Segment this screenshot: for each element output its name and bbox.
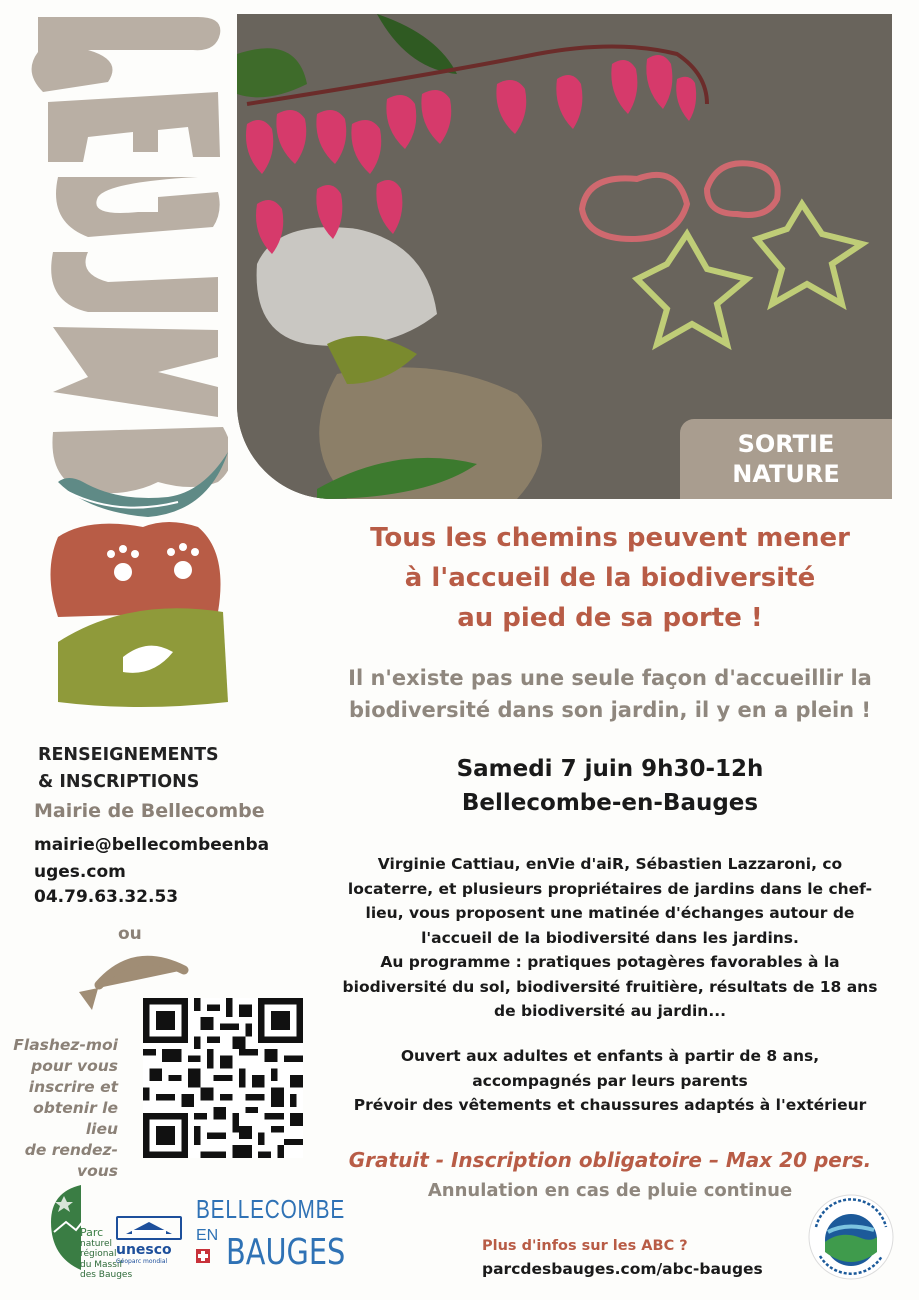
subheadline (330, 662, 890, 726)
website-link[interactable]: parcdesbauges.com/abc-bauges (482, 1260, 763, 1278)
description-line-5: Au programme : pratiques potagères favorables à la (380, 953, 840, 971)
info-heading (38, 742, 258, 796)
nature-photo (237, 14, 892, 499)
abc-bauges-logo (28, 12, 228, 712)
bellecombe-line-1: BELLECOMBE (196, 1194, 346, 1224)
audience-line-3: Prévoir des vêtements et chaussures adaptés à l'extérieur (353, 1096, 867, 1114)
cancellation-note: Annulation en cas de pluie continue (427, 1180, 793, 1201)
unesco-emblem (116, 1216, 182, 1240)
ofb-logo (806, 1192, 896, 1282)
description-line-1: Virginie Cattiau, enVie d'aiR, Sébastien Lazzaroni, co (377, 855, 843, 873)
description (322, 852, 898, 1024)
description-line-6: biodiversité du sol, biodiversité fruitière, résultats de 18 ans (342, 977, 878, 996)
flash-line-5: de rendez-vous (24, 1141, 118, 1180)
or-label: ou (118, 924, 142, 944)
description-line-7: de biodiversité au jardin... (493, 1002, 726, 1020)
contact-phone[interactable]: 04.79.63.32.53 (34, 887, 179, 907)
description-line-3: lieu, vous proposent une matinée d'échanges autour de (365, 904, 855, 922)
contact-email-part-2: uges.com (34, 862, 126, 882)
headline-line-3: au pied de sa porte ! (457, 603, 763, 633)
description-line-2: locaterre, et plusieurs propriétaires de jardins dans le chef- (347, 879, 873, 898)
headline (330, 518, 890, 638)
sortie-nature-badge (680, 419, 892, 499)
contact-email-part-1: mairie@bellecombeenba (34, 835, 270, 855)
qr-code[interactable] (143, 998, 303, 1158)
flash-line-4: obtenir le lieu (33, 1099, 118, 1138)
pnr-line-4: du Massif (80, 1259, 123, 1270)
headline-line-2: à l'accueil de la biodiversité (404, 563, 816, 593)
event-place: Bellecombe-en-Bauges (461, 790, 759, 816)
badge-line-2: NATURE (732, 460, 840, 488)
unesco-subtitle: Géoparc mondial (116, 1258, 168, 1265)
badge-line-1: SORTIE (737, 430, 835, 458)
pnr-line-2: naturel (80, 1238, 112, 1249)
unesco-logo (116, 1216, 186, 1265)
audience-info (322, 1044, 898, 1118)
flash-line-1: Flashez-moi (13, 1036, 118, 1054)
mairie-name: Mairie de Bellecombe (34, 800, 265, 822)
more-info-label: Plus d'infos sur les ABC ? (482, 1238, 688, 1254)
event-date: Samedi 7 juin 9h30-12h (456, 756, 764, 782)
free-registration-note: Gratuit - Inscription obligatoire – Max 20 pers. (348, 1148, 872, 1172)
pnr-line-3: régional (80, 1249, 117, 1259)
audience-line-1: Ouvert aux adultes et enfants à partir de 8 ans, (400, 1047, 820, 1065)
headline-line-1: Tous les chemins peuvent mener (370, 523, 850, 553)
pnr-line-1: Parc (80, 1226, 104, 1239)
description-line-4: l'accueil de la biodiversité dans les jardins. (421, 928, 799, 947)
subhead-line-2: biodiversité dans son jardin, il y en a plein ! (348, 698, 872, 722)
bellecombe-line-3: BAUGES (226, 1232, 346, 1273)
contact-email[interactable] (34, 832, 284, 886)
bellecombe-line-2: EN (196, 1227, 219, 1244)
bellecombe-flag-icon (196, 1249, 210, 1263)
event-date-place (330, 752, 890, 820)
subhead-line-1: Il n'existe pas une seule façon d'accueillir la (348, 666, 872, 690)
audience-line-2: accompagnés par leurs parents (472, 1071, 748, 1090)
flash-line-2: pour vous (31, 1057, 118, 1075)
unesco-name: unesco (116, 1242, 172, 1258)
info-heading-line-2: & INSCRIPTIONS (38, 772, 200, 792)
flash-instructions (0, 1035, 118, 1182)
info-heading-line-1: RENSEIGNEMENTS (38, 745, 219, 765)
flash-line-3: inscrire et (28, 1078, 118, 1096)
pnr-line-5: des Bauges (80, 1270, 133, 1280)
